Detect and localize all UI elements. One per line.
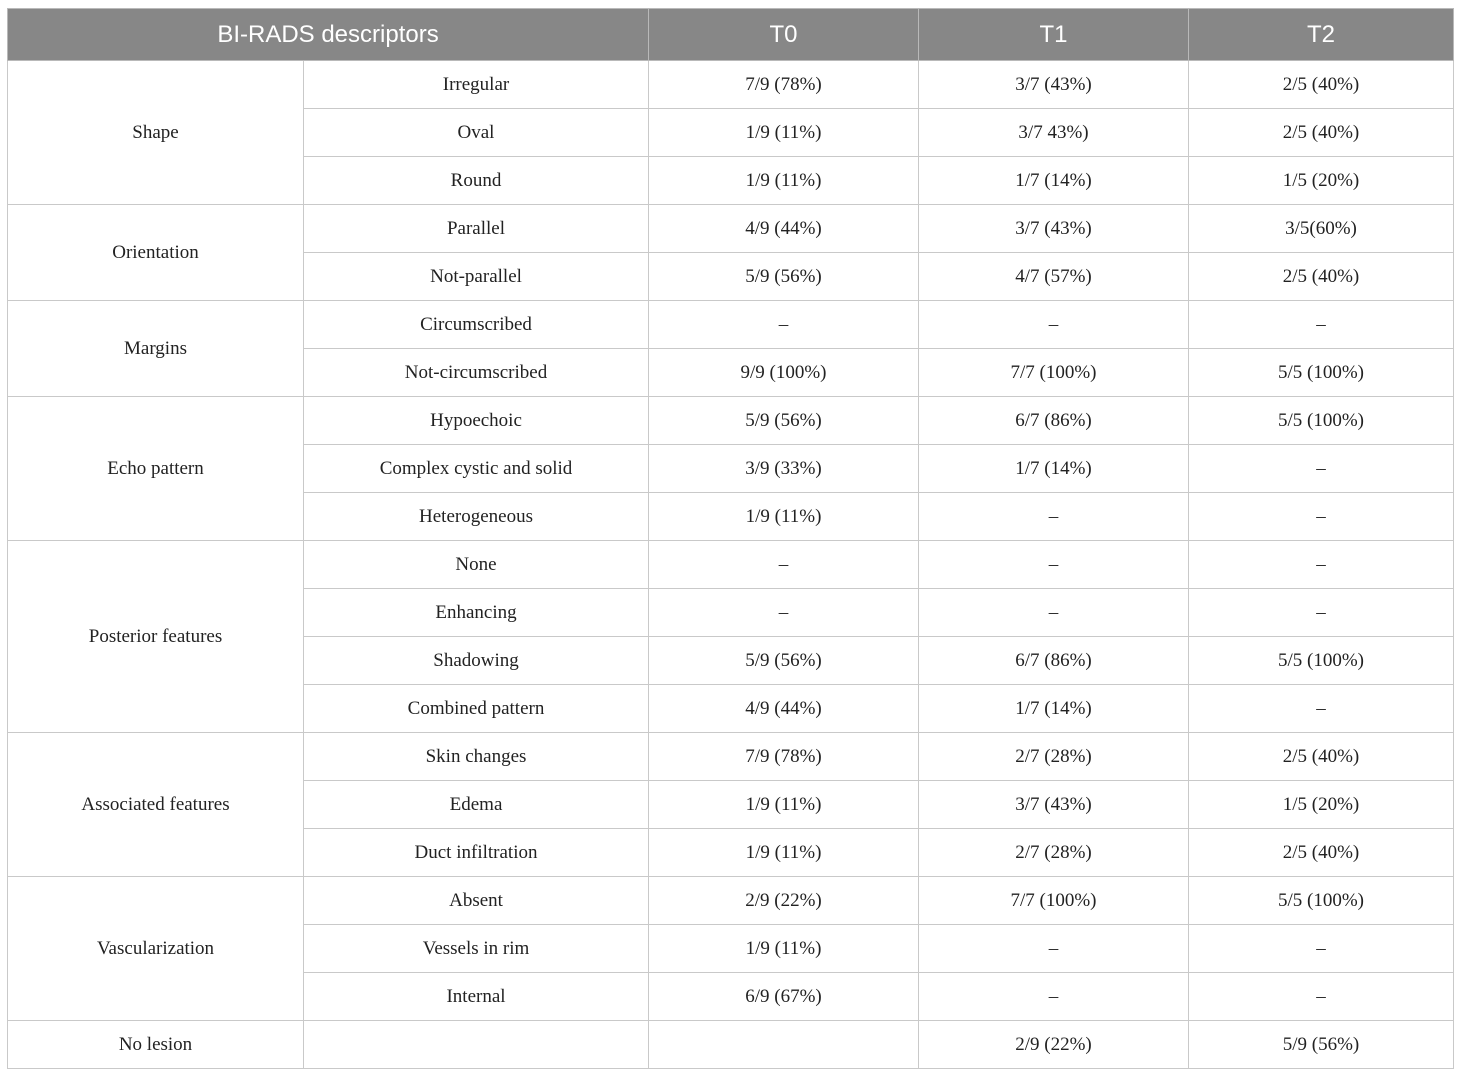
t1-cell: –: [919, 589, 1189, 637]
category-cell: Posterior features: [8, 541, 304, 733]
t2-cell: –: [1189, 301, 1454, 349]
t1-cell: 2/7 (28%): [919, 829, 1189, 877]
t2-cell: 1/5 (20%): [1189, 781, 1454, 829]
t2-cell: 2/5 (40%): [1189, 733, 1454, 781]
table-body: [8, 61, 1454, 1069]
t1-cell: 1/7 (14%): [919, 685, 1189, 733]
t2-cell: –: [1189, 445, 1454, 493]
t2-cell: –: [1189, 589, 1454, 637]
t0-cell: 4/9 (44%): [649, 685, 919, 733]
descriptor-cell: Complex cystic and solid: [304, 445, 649, 493]
table-row: [8, 733, 1454, 781]
descriptor-cell: Shadowing: [304, 637, 649, 685]
t1-cell: 2/7 (28%): [919, 733, 1189, 781]
t0-cell: 5/9 (56%): [649, 637, 919, 685]
table-row: [8, 397, 1454, 445]
t0-cell: –: [649, 589, 919, 637]
category-cell: Orientation: [8, 205, 304, 301]
t2-cell: –: [1189, 973, 1454, 1021]
t2-cell: 3/5(60%): [1189, 205, 1454, 253]
t1-cell: 6/7 (86%): [919, 637, 1189, 685]
descriptor-cell: Not-parallel: [304, 253, 649, 301]
descriptor-cell: Skin changes: [304, 733, 649, 781]
table-row: [8, 1021, 1454, 1069]
t1-cell: 6/7 (86%): [919, 397, 1189, 445]
t2-cell: 2/5 (40%): [1189, 61, 1454, 109]
t1-cell: 7/7 (100%): [919, 877, 1189, 925]
table-row: [8, 877, 1454, 925]
t0-cell: –: [649, 301, 919, 349]
descriptor-cell: Not-circumscribed: [304, 349, 649, 397]
descriptor-cell: Oval: [304, 109, 649, 157]
t0-cell: 7/9 (78%): [649, 61, 919, 109]
t0-cell: 2/9 (22%): [649, 877, 919, 925]
table-header: [8, 9, 1454, 61]
category-cell: Echo pattern: [8, 397, 304, 541]
t1-cell: 1/7 (14%): [919, 157, 1189, 205]
t1-cell: 3/7 43%): [919, 109, 1189, 157]
t1-cell: –: [919, 301, 1189, 349]
t2-cell: –: [1189, 925, 1454, 973]
t1-cell: 3/7 (43%): [919, 61, 1189, 109]
descriptor-cell: Combined pattern: [304, 685, 649, 733]
descriptor-cell: Internal: [304, 973, 649, 1021]
header-t1: T1: [919, 9, 1189, 61]
t1-cell: 3/7 (43%): [919, 205, 1189, 253]
t2-cell: –: [1189, 493, 1454, 541]
descriptor-cell: Round: [304, 157, 649, 205]
t2-cell: –: [1189, 685, 1454, 733]
descriptor-cell: [304, 1021, 649, 1069]
t1-cell: 4/7 (57%): [919, 253, 1189, 301]
category-cell: Margins: [8, 301, 304, 397]
t2-cell: 1/5 (20%): [1189, 157, 1454, 205]
t0-cell: 1/9 (11%): [649, 493, 919, 541]
t0-cell: 1/9 (11%): [649, 109, 919, 157]
category-cell: No lesion: [8, 1021, 304, 1069]
t0-cell: 6/9 (67%): [649, 973, 919, 1021]
t2-cell: 5/5 (100%): [1189, 349, 1454, 397]
table-row: [8, 205, 1454, 253]
descriptor-cell: Enhancing: [304, 589, 649, 637]
table-row: [8, 301, 1454, 349]
t1-cell: 2/9 (22%): [919, 1021, 1189, 1069]
table-row: [8, 61, 1454, 109]
t0-cell: 1/9 (11%): [649, 829, 919, 877]
t1-cell: –: [919, 541, 1189, 589]
category-cell: Vascularization: [8, 877, 304, 1021]
descriptor-cell: Circumscribed: [304, 301, 649, 349]
t1-cell: 7/7 (100%): [919, 349, 1189, 397]
descriptor-cell: Absent: [304, 877, 649, 925]
t2-cell: –: [1189, 541, 1454, 589]
header-descriptors: BI-RADS descriptors: [8, 9, 649, 61]
t2-cell: 2/5 (40%): [1189, 829, 1454, 877]
t0-cell: [649, 1021, 919, 1069]
t0-cell: 5/9 (56%): [649, 253, 919, 301]
descriptor-cell: Irregular: [304, 61, 649, 109]
t1-cell: 3/7 (43%): [919, 781, 1189, 829]
t1-cell: –: [919, 925, 1189, 973]
t2-cell: 2/5 (40%): [1189, 253, 1454, 301]
t2-cell: 5/5 (100%): [1189, 877, 1454, 925]
descriptor-cell: Edema: [304, 781, 649, 829]
t1-cell: –: [919, 973, 1189, 1021]
descriptor-cell: Duct infiltration: [304, 829, 649, 877]
descriptor-cell: None: [304, 541, 649, 589]
t0-cell: 7/9 (78%): [649, 733, 919, 781]
t2-cell: 2/5 (40%): [1189, 109, 1454, 157]
t2-cell: 5/9 (56%): [1189, 1021, 1454, 1069]
descriptor-cell: Heterogeneous: [304, 493, 649, 541]
bi-rads-table: [7, 8, 1454, 1069]
table-row: [8, 541, 1454, 589]
t0-cell: 1/9 (11%): [649, 157, 919, 205]
descriptor-cell: Vessels in rim: [304, 925, 649, 973]
category-cell: Shape: [8, 61, 304, 205]
category-cell: Associated features: [8, 733, 304, 877]
header-t2: T2: [1189, 9, 1454, 61]
t2-cell: 5/5 (100%): [1189, 397, 1454, 445]
t1-cell: 1/7 (14%): [919, 445, 1189, 493]
t2-cell: 5/5 (100%): [1189, 637, 1454, 685]
descriptor-cell: Hypoechoic: [304, 397, 649, 445]
t0-cell: –: [649, 541, 919, 589]
t0-cell: 3/9 (33%): [649, 445, 919, 493]
t0-cell: 4/9 (44%): [649, 205, 919, 253]
t0-cell: 5/9 (56%): [649, 397, 919, 445]
t0-cell: 9/9 (100%): [649, 349, 919, 397]
t0-cell: 1/9 (11%): [649, 925, 919, 973]
t0-cell: 1/9 (11%): [649, 781, 919, 829]
t1-cell: –: [919, 493, 1189, 541]
descriptor-cell: Parallel: [304, 205, 649, 253]
header-t0: T0: [649, 9, 919, 61]
header-row: [8, 9, 1454, 61]
